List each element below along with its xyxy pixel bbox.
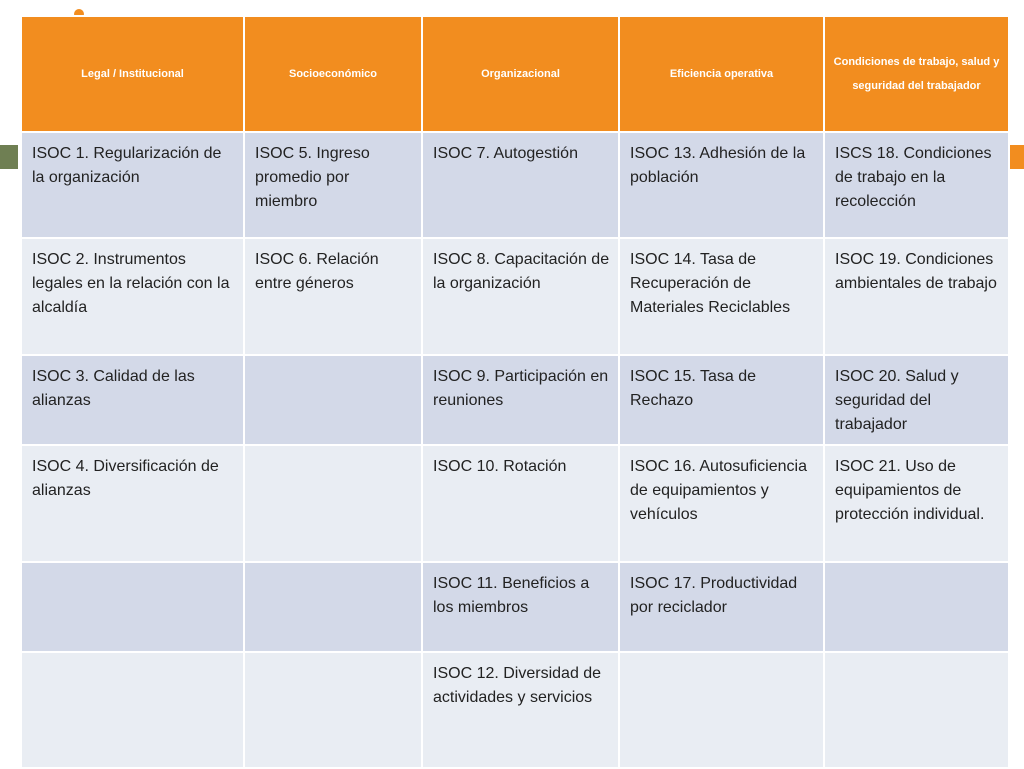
table-cell: ISOC 10. Rotación	[422, 445, 619, 562]
decorative-bar-right	[1010, 145, 1024, 169]
header-row	[21, 16, 1009, 132]
table-cell	[824, 562, 1009, 652]
table-cell	[21, 562, 244, 652]
table-cell: ISOC 17. Productividad por reciclador	[619, 562, 824, 652]
table-cell: ISOC 3. Calidad de las alianzas	[21, 355, 244, 445]
table-row	[21, 445, 1009, 562]
table-cell: ISOC 9. Participación en reuniones	[422, 355, 619, 445]
table-row	[21, 652, 1009, 768]
table-cell: ISOC 15. Tasa de Rechazo	[619, 355, 824, 445]
header-eficiencia-operativa: Eficiencia operativa	[619, 16, 824, 132]
indicators-table	[20, 15, 1010, 769]
table-cell	[244, 355, 422, 445]
table-cell: ISOC 7. Autogestión	[422, 132, 619, 238]
header-condiciones-trabajo: Condiciones de trabajo, salud y seguridad del trabajador	[824, 16, 1009, 132]
table-cell: ISOC 13. Adhesión de la población	[619, 132, 824, 238]
table-cell	[244, 562, 422, 652]
table-cell: ISOC 2. Instrumentos legales en la relación con la alcaldía	[21, 238, 244, 355]
table-cell	[21, 652, 244, 768]
header-organizacional: Organizacional	[422, 16, 619, 132]
table-cell: ISOC 20. Salud y seguridad del trabajador	[824, 355, 1009, 445]
table-row	[21, 238, 1009, 355]
table-cell: ISOC 6. Relación entre géneros	[244, 238, 422, 355]
table-cell	[824, 652, 1009, 768]
table-cell: ISOC 16. Autosuficiencia de equipamientos y vehículos	[619, 445, 824, 562]
table-cell: ISOC 1. Regularización de la organización	[21, 132, 244, 238]
header-socioeconomico: Socioeconómico	[244, 16, 422, 132]
table-cell: ISOC 12. Diversidad de actividades y servicios	[422, 652, 619, 768]
table-cell: ISOC 11. Beneficios a los miembros	[422, 562, 619, 652]
table-row	[21, 355, 1009, 445]
table-cell: ISOC 19. Condiciones ambientales de trabajo	[824, 238, 1009, 355]
table-cell	[244, 445, 422, 562]
table-cell: ISOC 14. Tasa de Recuperación de Materiales Reciclables	[619, 238, 824, 355]
table-cell	[619, 652, 824, 768]
table-cell: ISOC 21. Uso de equipamientos de protección individual.	[824, 445, 1009, 562]
table-cell: ISCS 18. Condiciones de trabajo en la recolección	[824, 132, 1009, 238]
table-cell: ISOC 5. Ingreso promedio por miembro	[244, 132, 422, 238]
table-cell: ISOC 8. Capacitación de la organización	[422, 238, 619, 355]
table-row	[21, 562, 1009, 652]
header-legal-institucional: Legal / Institucional	[21, 16, 244, 132]
decorative-bar-left	[0, 145, 18, 169]
table-cell: ISOC 4. Diversificación de alianzas	[21, 445, 244, 562]
table-cell	[244, 652, 422, 768]
table-row	[21, 132, 1009, 238]
